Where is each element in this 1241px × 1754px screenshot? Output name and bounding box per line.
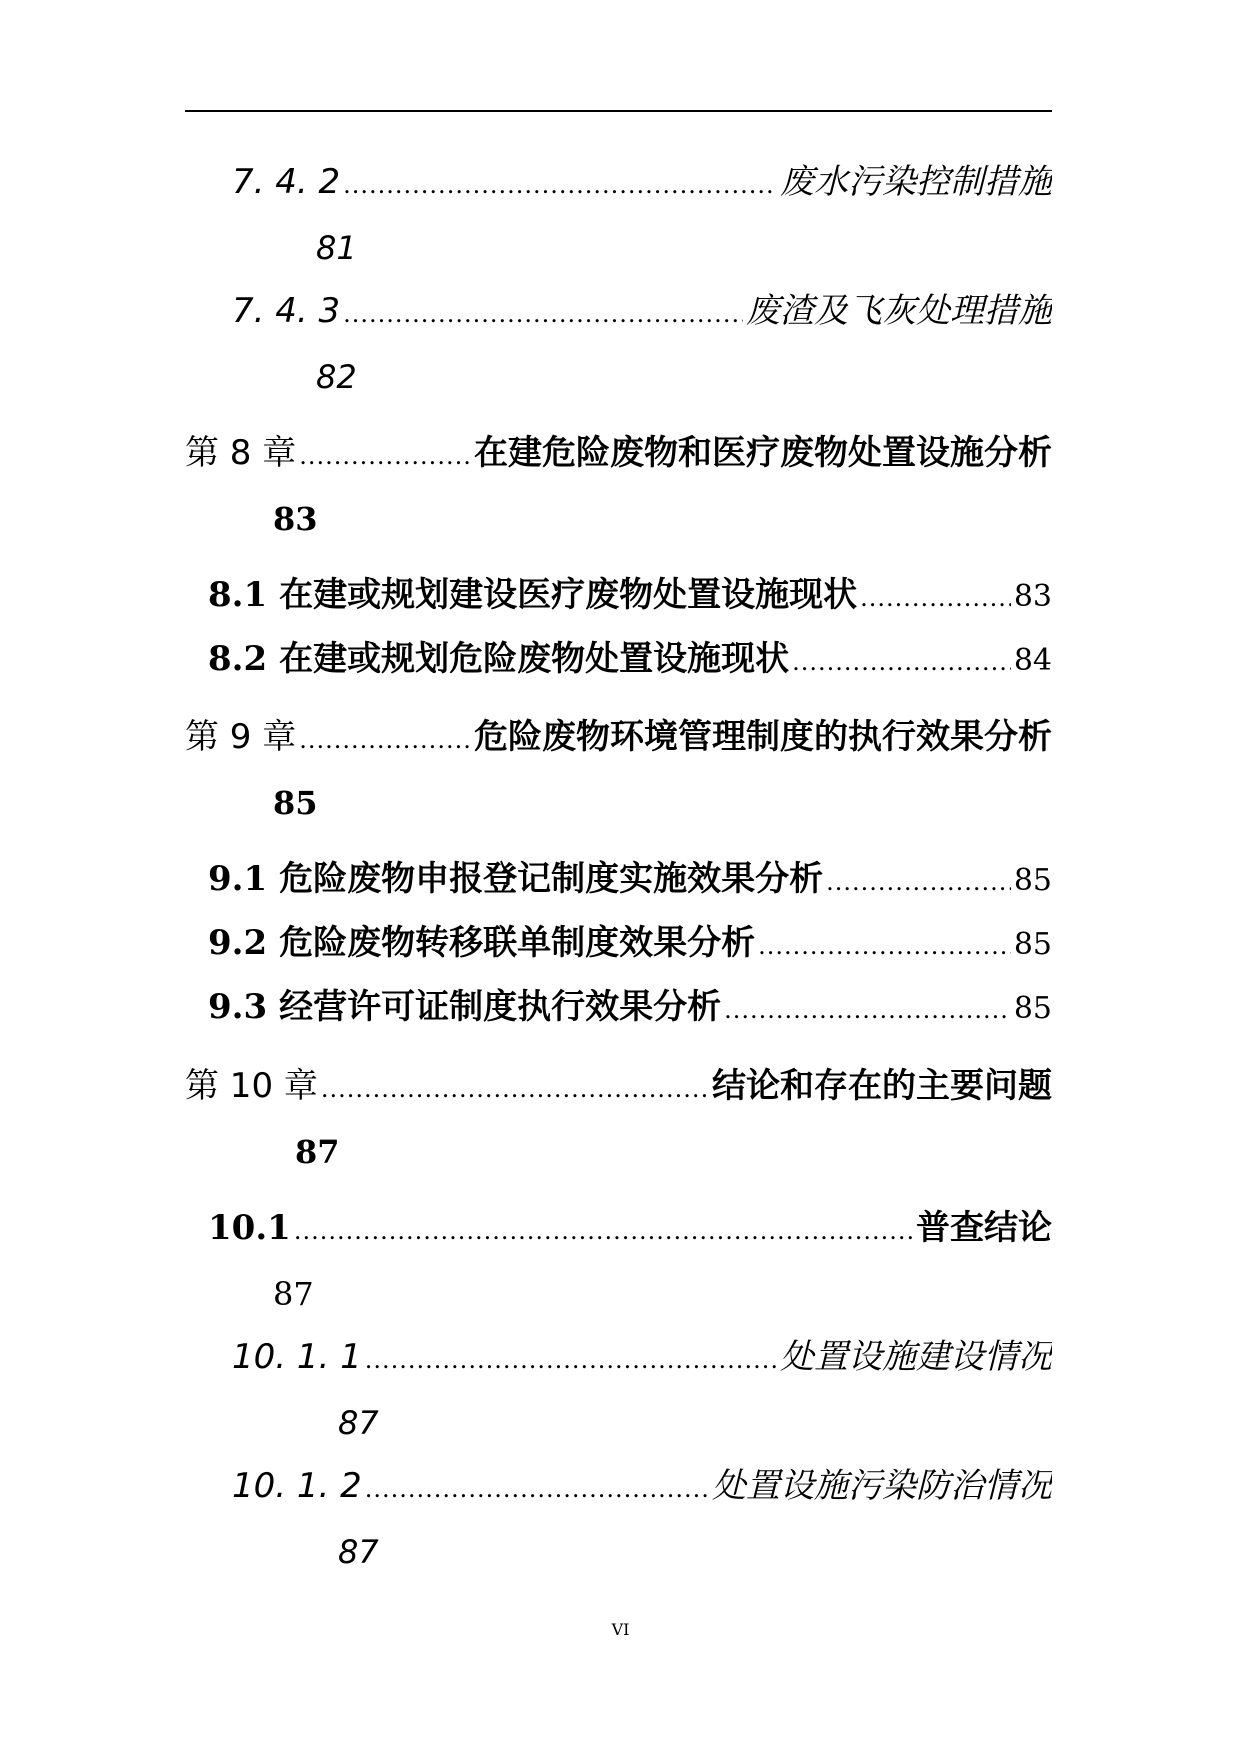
toc-section-9-3[interactable]	[208, 985, 1052, 1031]
toc-entry-number: 7. 4. 2	[232, 162, 341, 202]
toc-section-number: 8.1	[208, 575, 268, 615]
toc-section-number: 9.3	[208, 987, 268, 1027]
toc-chapter-8[interactable]	[185, 431, 1052, 477]
toc-chapter-10[interactable]	[185, 1064, 1052, 1110]
toc-section-page: 87	[273, 1275, 314, 1313]
toc-leader	[299, 434, 471, 477]
toc-leader	[365, 1467, 709, 1510]
toc-section-page: 85	[1013, 991, 1052, 1026]
toc-chapter-page: 83	[273, 500, 318, 538]
toc-entry-title: 处置设施污染防治情况	[712, 1466, 1052, 1506]
toc-section-number: 9.1	[208, 859, 268, 899]
toc-entry-number: 10. 1. 2	[232, 1466, 362, 1506]
toc-chapter-title: 在建危险废物和医疗废物处置设施分析	[474, 433, 1052, 473]
toc-entry-number: 10. 1. 1	[232, 1337, 362, 1377]
toc-section-9-2[interactable]	[208, 921, 1052, 967]
toc-leader	[826, 860, 1011, 903]
toc-entry-page: 82	[316, 358, 357, 396]
toc-entry-title: 废渣及飞灰处理措施	[746, 291, 1052, 331]
toc-section-8-1[interactable]	[208, 573, 1052, 619]
toc-leader	[860, 576, 1011, 619]
toc-chapter-title: 危险废物环境管理制度的执行效果分析	[474, 717, 1052, 757]
toc-section-title: 危险废物转移联单制度效果分析	[279, 923, 756, 963]
toc-entry-10-1-1[interactable]	[232, 1335, 1052, 1381]
toc-section-number: 9.2	[208, 923, 268, 963]
toc-entry-title: 处置设施建设情况	[780, 1337, 1052, 1377]
toc-entry-page: 87	[338, 1533, 379, 1571]
toc-leader	[321, 1067, 709, 1110]
header-rule	[185, 110, 1052, 112]
toc-section-number: 8.2	[208, 639, 268, 679]
toc-leader	[299, 718, 471, 761]
toc-section-page: 83	[1013, 579, 1052, 614]
toc-chapter-9[interactable]	[185, 715, 1052, 761]
toc-leader	[792, 640, 1011, 683]
toc-leader	[343, 163, 777, 206]
toc-section-number: 10.1	[208, 1208, 291, 1248]
toc-chapter-title: 结论和存在的主要问题	[712, 1066, 1052, 1106]
toc-chapter-label: 第 8 章	[185, 433, 297, 473]
toc-leader	[724, 988, 1011, 1031]
toc-entry-7-4-3[interactable]	[232, 289, 1052, 335]
toc-chapter-label: 第 9 章	[185, 717, 297, 757]
toc-leader	[294, 1209, 913, 1252]
toc-section-9-1[interactable]	[208, 857, 1052, 903]
toc-leader	[343, 292, 743, 335]
toc-section-title: 在建或规划建设医疗废物处置设施现状	[279, 575, 858, 615]
toc-entry-number: 7. 4. 3	[232, 291, 341, 331]
toc-entry-title: 废水污染控制措施	[780, 162, 1052, 202]
toc-entry-page: 81	[316, 229, 357, 267]
footer-page-number: VI	[611, 1620, 630, 1639]
toc-section-page: 85	[1013, 863, 1052, 898]
toc-section-8-2[interactable]	[208, 637, 1052, 683]
toc-section-10-1[interactable]	[208, 1206, 1052, 1252]
toc-section-title: 在建或规划危险废物处置设施现状	[279, 639, 790, 679]
toc-chapter-page: 85	[273, 784, 318, 822]
toc-section-title: 危险废物申报登记制度实施效果分析	[279, 859, 824, 899]
toc-section-title: 普查结论	[916, 1208, 1052, 1248]
toc-leader	[758, 924, 1011, 967]
toc-section-page: 85	[1013, 927, 1052, 962]
toc-chapter-page: 87	[295, 1133, 340, 1171]
toc-section-page: 84	[1013, 643, 1052, 678]
toc-leader	[365, 1338, 777, 1381]
toc-entry-7-4-2[interactable]	[232, 160, 1052, 206]
toc-chapter-label: 第 10 章	[185, 1066, 318, 1106]
toc-section-title: 经营许可证制度执行效果分析	[279, 987, 722, 1027]
toc-entry-page: 87	[338, 1404, 379, 1442]
toc-entry-10-1-2[interactable]	[232, 1464, 1052, 1510]
